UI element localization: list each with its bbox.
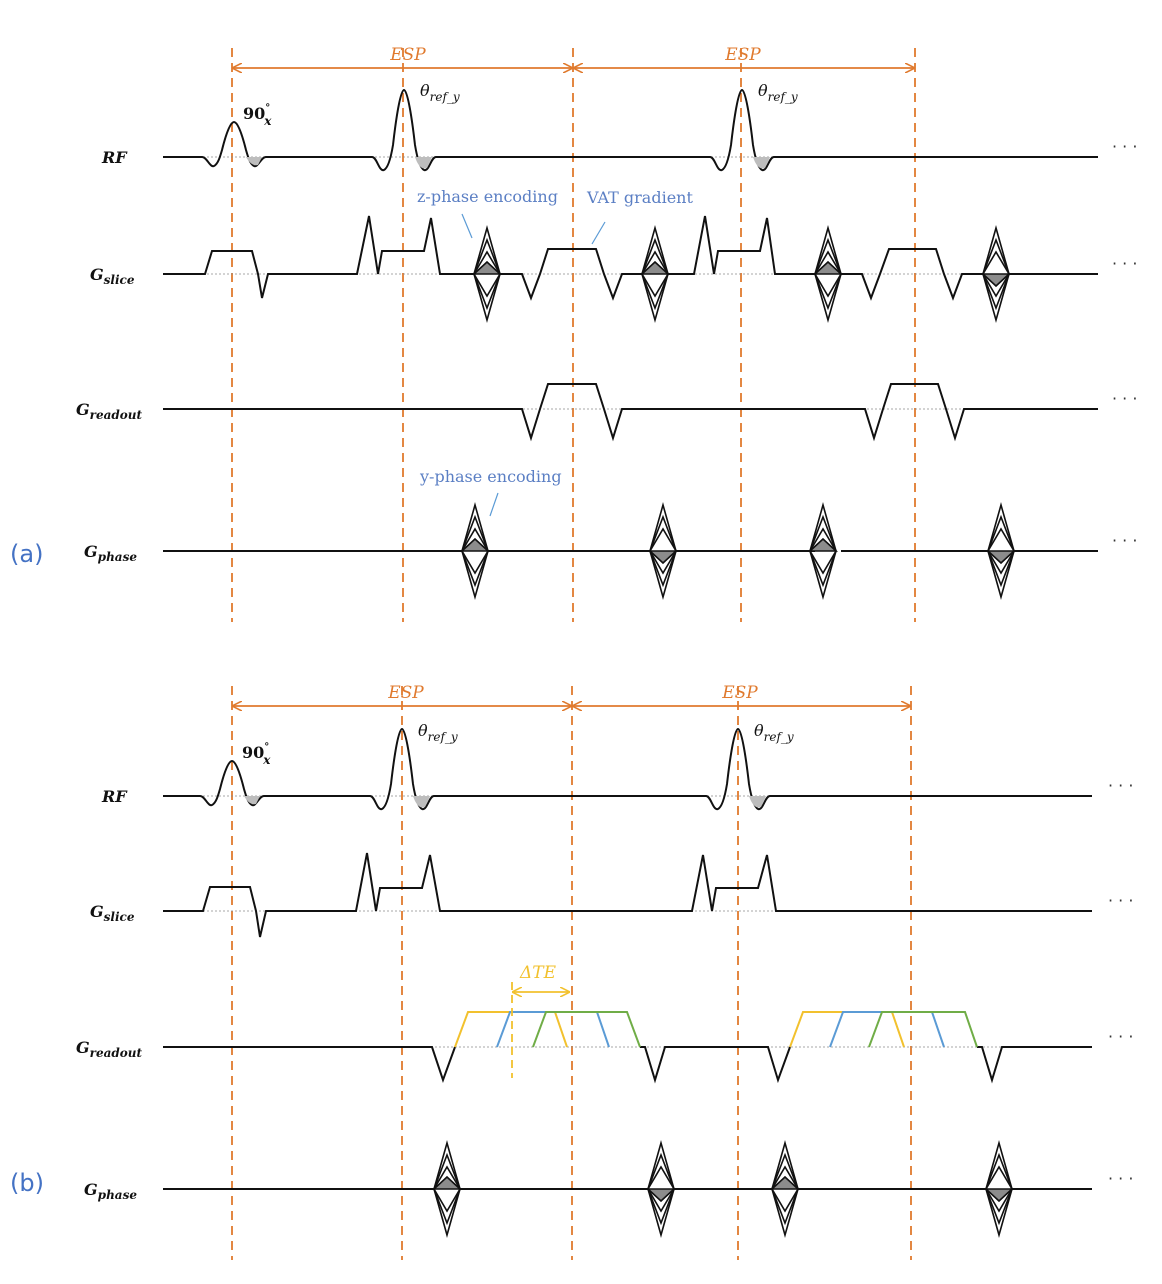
- esp-label: ESP: [722, 683, 758, 703]
- rf-label: RF: [102, 787, 127, 806]
- slice-gradient-waveform: [163, 216, 1098, 298]
- g-slice-label: $G_{slice}$: [90, 902, 135, 924]
- g-readout-row-a: [76, 384, 1137, 438]
- rf-waveform: [163, 729, 1092, 809]
- g-phase-label: $G_{phase}$: [84, 1180, 137, 1202]
- ninety-degree-label: 90° x: [242, 742, 271, 767]
- ninety-degree-label: 90° x: [243, 103, 272, 128]
- continuation-dots: · · ·: [1108, 891, 1134, 910]
- readout-echo-yellow: [790, 1012, 904, 1047]
- readout-echo-green: [533, 1012, 640, 1047]
- g-slice-row-b: [90, 853, 1133, 937]
- theta-ref-label: $\theta_{ref\_y}$: [758, 81, 798, 104]
- y-phase-leader: [490, 493, 498, 516]
- g-readout-row-b: [76, 963, 1133, 1080]
- readout-gradient-waveform: [163, 1047, 1092, 1080]
- rf-waveform: [163, 90, 1098, 170]
- esp-markers-b: [232, 686, 911, 1260]
- esp-label: ESP: [388, 683, 424, 703]
- continuation-dots: · · ·: [1112, 389, 1138, 408]
- continuation-dots: · · ·: [1112, 137, 1138, 156]
- rf-label: RF: [102, 148, 127, 167]
- readout-gradient-waveform: [163, 384, 1098, 438]
- panel-a: [10, 45, 1137, 622]
- theta-ref-label: $\theta_{ref\_y}$: [754, 721, 794, 744]
- continuation-dots: · · ·: [1108, 1027, 1134, 1046]
- readout-echo-green: [869, 1012, 977, 1047]
- rf-row-b: [101, 721, 1133, 809]
- readout-echo-lightblue: [830, 1012, 944, 1047]
- esp-label: ESP: [725, 45, 761, 65]
- continuation-dots: · · ·: [1108, 776, 1134, 795]
- g-slice-label: $G_{slice}$: [90, 265, 135, 287]
- continuation-dots: · · ·: [1112, 254, 1138, 273]
- slice-gradient-waveform: [163, 853, 1092, 937]
- vat-leader: [592, 222, 605, 244]
- delta-te-label: ΔTE: [519, 963, 557, 983]
- readout-echo-lightblue: [497, 1012, 609, 1047]
- g-slice-row-a: [90, 187, 1137, 320]
- esp-markers-a: [232, 48, 915, 622]
- continuation-dots: · · ·: [1108, 1169, 1134, 1188]
- z-phase-encoding-annotation: z-phase encoding: [417, 187, 558, 206]
- g-phase-label: $G_{phase}$: [84, 542, 137, 564]
- continuation-dots: · · ·: [1112, 531, 1138, 550]
- g-readout-label: $G_{readout}$: [76, 1038, 143, 1060]
- vat-gradient-annotation: VAT gradient: [587, 188, 693, 207]
- y-phase-encoding-annotation: y-phase encoding: [420, 467, 562, 486]
- theta-ref-label: $\theta_{ref\_y}$: [418, 721, 458, 744]
- z-phase-leader: [462, 214, 472, 238]
- theta-ref-label: $\theta_{ref\_y}$: [420, 81, 460, 104]
- panel-a-label: (a): [10, 540, 44, 568]
- panel-b: [10, 683, 1133, 1260]
- esp-label: ESP: [390, 45, 426, 65]
- rf-row-a: [101, 81, 1137, 170]
- g-readout-label: $G_{readout}$: [76, 400, 143, 422]
- readout-echo-yellow: [455, 1012, 567, 1047]
- panel-b-label: (b): [10, 1169, 44, 1197]
